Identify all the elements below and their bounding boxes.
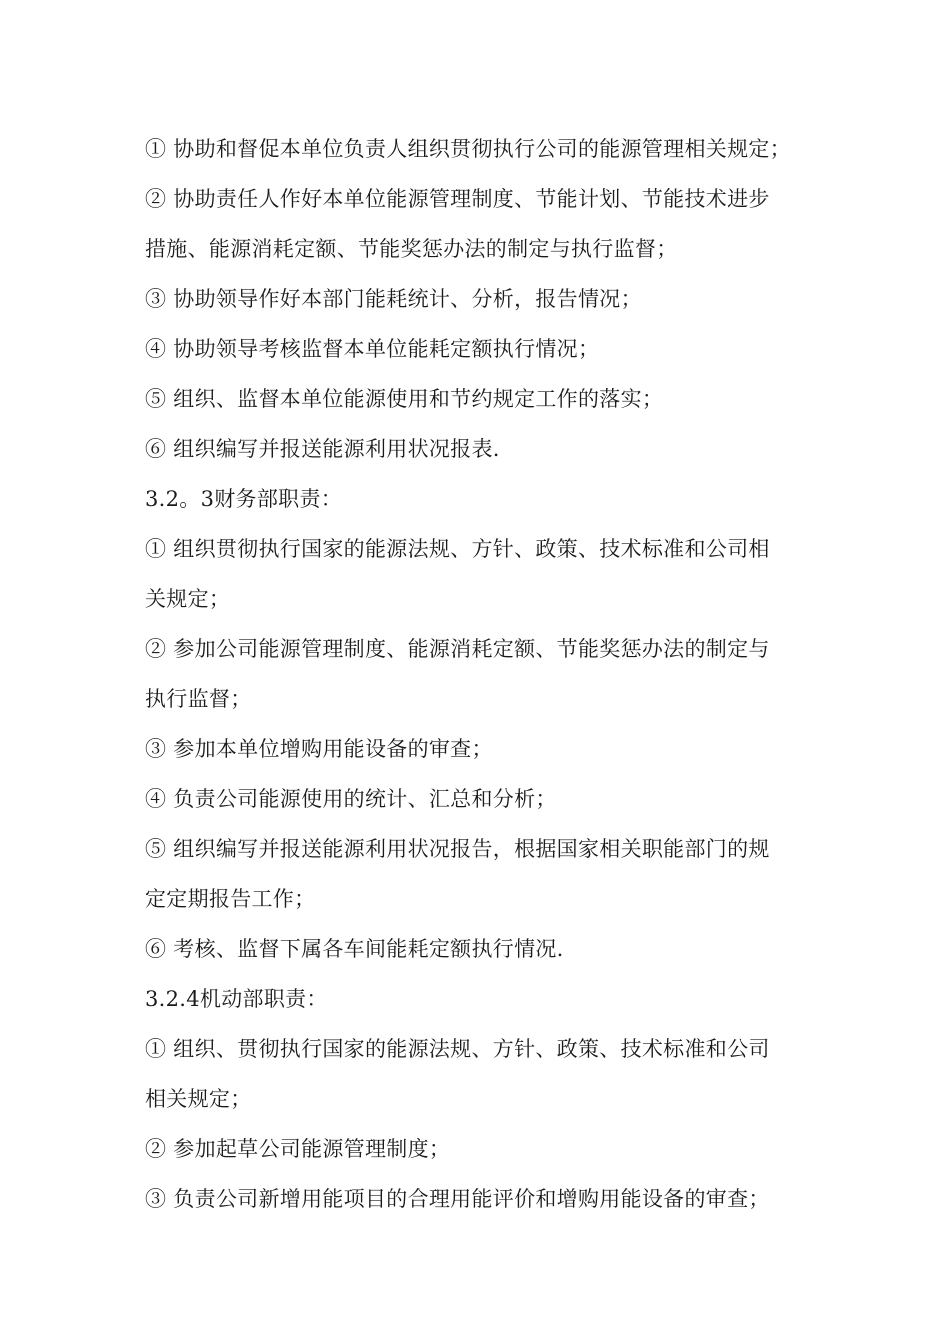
text-line: ③ 参加本单位增购用能设备的审查； — [145, 737, 493, 761]
text-line: ④ 负责公司能源使用的统计、汇总和分析； — [145, 787, 557, 811]
text-line: ② 协助责任人作好本单位能源管理制度、节能计划、节能技术进步 — [145, 187, 770, 211]
text-line: 执行监督； — [145, 687, 252, 711]
text-line: 定定期报告工作； — [145, 887, 316, 911]
text-line: ⑤ 组织编写并报送能源利用状况报告，根据国家相关职能部门的规 — [145, 837, 770, 861]
text-line: ③ 负责公司新增用能项目的合理用能评价和增购用能设备的审查； — [145, 1187, 770, 1211]
text-line: 关规定； — [145, 587, 231, 611]
text-line: ⑤ 组织、监督本单位能源使用和节约规定工作的落实； — [145, 387, 664, 411]
section-heading: 3.2.4机动部职责： — [145, 987, 328, 1011]
text-line: ② 参加起草公司能源管理制度； — [145, 1137, 451, 1161]
text-line: ③ 协助领导作好本部门能耗统计、分析，报告情况； — [145, 287, 642, 311]
document-body — [145, 124, 815, 1224]
text-line: ⑥ 考核、监督下属各车间能耗定额执行情况. — [145, 937, 564, 961]
section-heading: 3.2。3财务部职责： — [145, 487, 343, 511]
text-line: ② 参加公司能源管理制度、能源消耗定额、节能奖惩办法的制定与 — [145, 637, 770, 661]
text-line: 措施、能源消耗定额、节能奖惩办法的制定与执行监督； — [145, 237, 678, 261]
text-line: 相关规定； — [145, 1087, 252, 1111]
text-line: ⑥ 组织编写并报送能源利用状况报表. — [145, 437, 500, 461]
text-line: ① 组织贯彻执行国家的能源法规、方针、政策、技术标准和公司相 — [145, 537, 770, 561]
text-line: ④ 协助领导考核监督本单位能耗定额执行情况； — [145, 337, 600, 361]
text-line: ① 协助和督促本单位负责人组织贯彻执行公司的能源管理相关规定； — [145, 137, 791, 161]
text-line: ① 组织、贯彻执行国家的能源法规、方针、政策、技术标准和公司 — [145, 1037, 770, 1061]
